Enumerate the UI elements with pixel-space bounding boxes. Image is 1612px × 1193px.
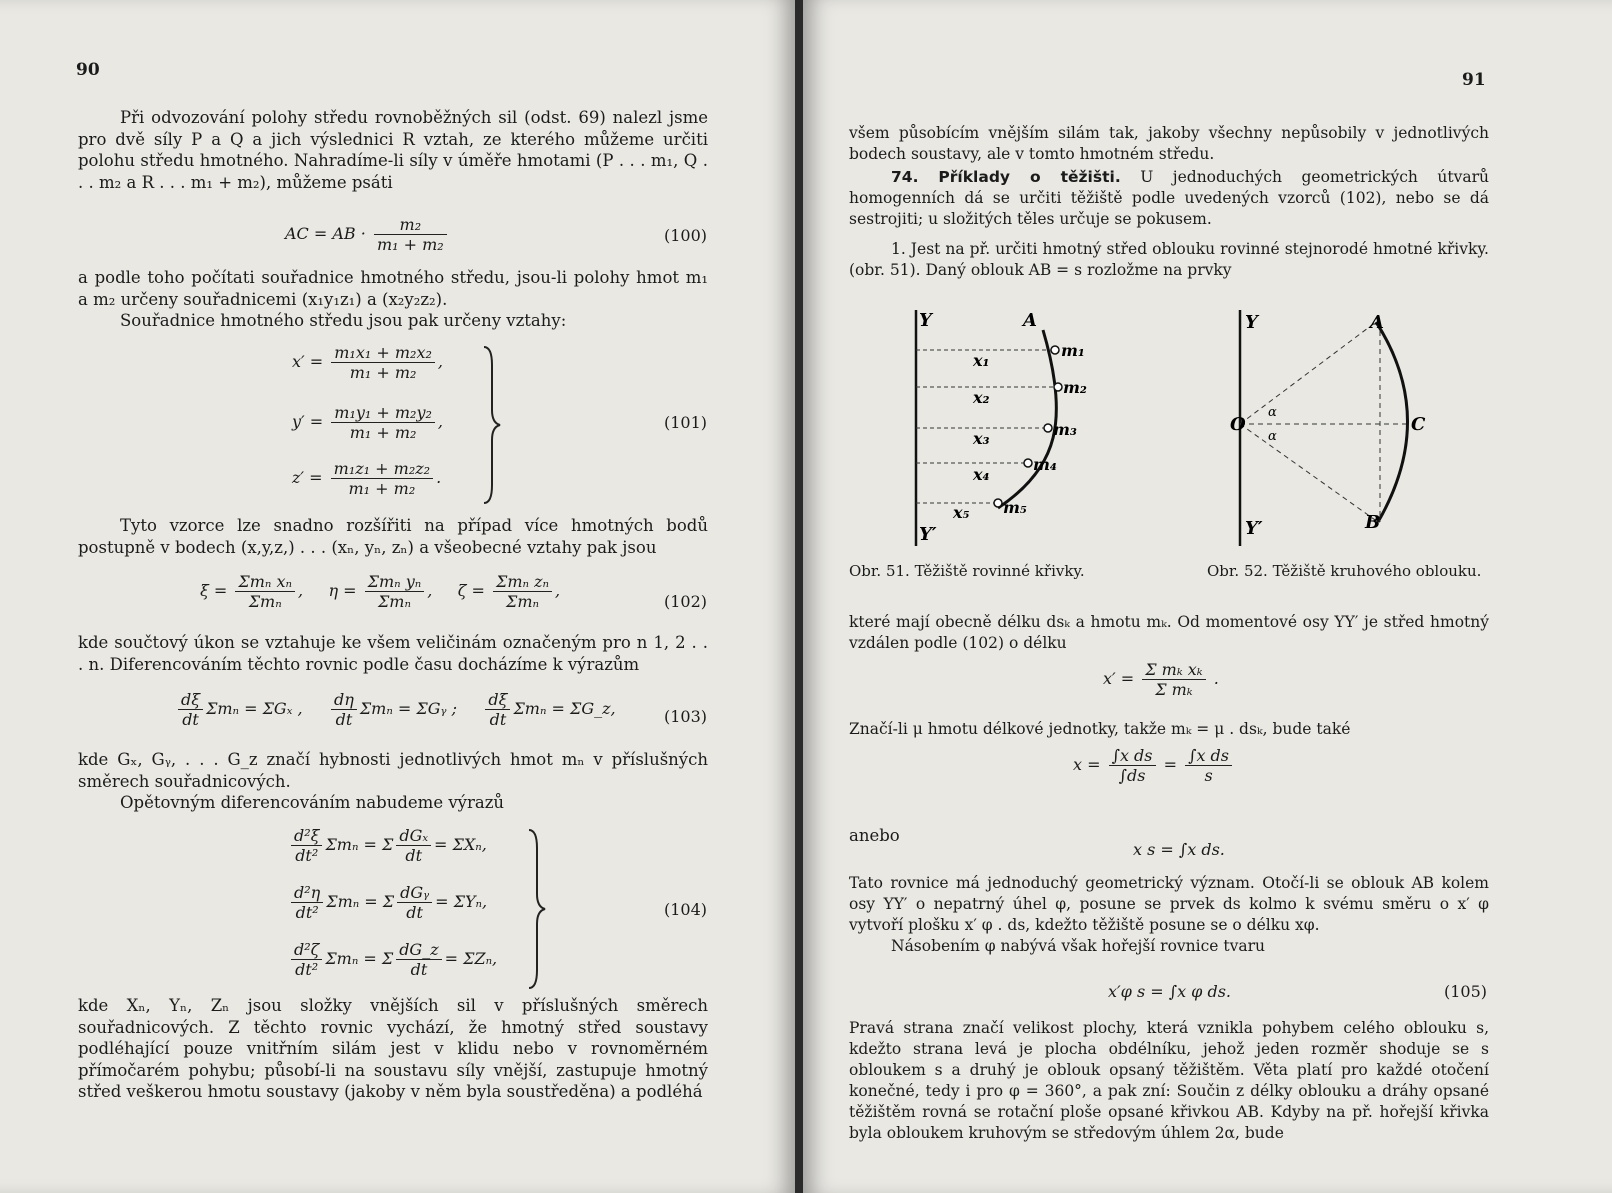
equation-101-z: z′ = $\frac{\text{m₁z₁ + m₂z₂}}{\text{m₁ + m₂}}$ . — [292, 459, 442, 498]
angle-label: α — [1268, 429, 1277, 444]
figure-51-caption: Obr. 51. Těžiště rovinné křivky. — [849, 562, 1085, 580]
figure-52-caption: Obr. 52. Těžiště kruhového oblouku. — [1207, 562, 1482, 580]
x-label: x₃ — [973, 429, 990, 448]
equation-number: (103) — [664, 707, 708, 726]
equation-x-prime: x′ = $\frac{\text{Σ mₖ xₖ}}{\text{Σ mₖ}}$ . — [1103, 660, 1219, 699]
x-label: x₁ — [973, 351, 990, 370]
paragraph-momenta: kde Gₓ, Gᵧ, . . . G_z značí hybnosti jednotlivých hmot mₙ v příslušných směrech souřadnicových. Opětovným diferencováním nabudeme výrazů — [78, 750, 708, 812]
point-label-b: B — [1365, 512, 1381, 533]
paragraph-coordinates: a podle toho počítati souřadnice hmotného středu, jsou-li polohy hmot m₁ a m₂ určeny souřadnicemi (x₁y₁z₁) a (x₂y₂z₂). Souřadnice hmotného středu jsou pak určeny vztahy: — [78, 268, 708, 330]
equation-101-x: x′ = $\frac{\text{m₁x₁ + m₂x₂}}{\text{m₁ + m₂}}$ , — [292, 343, 443, 382]
axis-label-y: Y — [919, 310, 932, 331]
x-label: x₂ — [973, 388, 990, 407]
equation-number: (101) — [664, 413, 708, 432]
x-label: x₄ — [973, 465, 990, 484]
paragraph-example-1: 1. Jest na př. určiti hmotný střed oblouku rovinné stejnorodé hmotné křivky. (obr. 51). Daný oblouk AB = s rozložme na prvky — [849, 240, 1489, 279]
paragraph-generalize: Tyto vzorce lze snadno rozšířiti na případ více hmotných bodů postupně v bodech (x,y,z,) . . . (xₙ, yₙ, zₙ) a všeobecné vztahy pak jsou — [78, 516, 708, 557]
axis-label-y-prime: Y′ — [919, 524, 937, 545]
book-gutter — [795, 0, 803, 1193]
angle-label: α — [1268, 405, 1277, 420]
right-brace — [525, 828, 549, 990]
mass-label: m₁ — [1061, 341, 1085, 360]
equation-104-z: $\frac{\text{d²ζ}}{\text{dt²}}$ Σmₙ = Σ $\frac{dG\_z}{dt}$ = ΣZₙ, — [288, 940, 497, 979]
equation-x: x = $\frac{\text{∫x ds}}{\int ds}$ = $\frac{\text{∫x ds}}{s}$ — [1073, 746, 1235, 785]
axis-label-y: Y — [1245, 312, 1258, 333]
paragraph-intro: Při odvozování polohy středu rovnoběžných sil (odst. 69) nalezl jsme pro dvě síly P a Q a jich výslednici R vztah, ze kterého můžeme určiti polohu středu hmotného. Nahradíme-li síly v úměře hmotami (P . . . m₁, Q . . . m₂ a R . . . m₁ + m₂), můžeme psáti — [78, 108, 708, 192]
figure-51 — [903, 308, 1103, 548]
right-brace — [480, 345, 504, 505]
equation-100: AC = AB · $\frac{\text{m₂}}{\text{m₁ + m₂}}$ — [285, 215, 450, 254]
equation-number: (100) — [664, 226, 708, 245]
point-label-o: O — [1230, 414, 1246, 435]
paragraph-continuation: všem působícím vnějším silám tak, jakoby všechny nepůsobily v jednotlivých bodech soustavy, ale v tomto hmotném středu. — [849, 124, 1489, 163]
anebo-label: anebo — [849, 826, 900, 845]
mass-label: m₅ — [1003, 498, 1027, 517]
equation-number: (104) — [664, 900, 708, 919]
equation-102: ξ = $\frac{\text{Σmₙ xₙ}}{\text{Σmₙ}}$ , η = $\frac{\text{Σmₙ yₙ}}{\text{Σmₙ}}$ , ζ = $\frac{\text{Σmₙ zₙ}}{\text{Σmₙ}}$ , — [200, 572, 561, 611]
equation-101-y: y′ = $\frac{\text{m₁y₁ + m₂y₂}}{\text{m₁ + m₂}}$ , — [292, 403, 444, 442]
mass-label: m₂ — [1063, 378, 1087, 397]
equation-103: $\frac{d\xi}{dt}$ Σmₙ = ΣGₓ , $\frac{d\eta}{dt}$ Σmₙ = ΣGᵧ ; $\frac{d\xi}{dt}$ Σmₙ = ΣG_z, — [175, 690, 616, 729]
equation-104-x: $\frac{\text{d²ξ}}{\text{dt²}}$ Σmₙ = Σ $\frac{\text{dGₓ}}{dt}$ = ΣXₙ, — [288, 826, 487, 865]
mass-label: m₄ — [1033, 455, 1057, 474]
mass-label: m₃ — [1053, 420, 1077, 439]
point-label-c: C — [1411, 414, 1426, 435]
page-number: 91 — [1462, 70, 1486, 90]
paragraph-mu: Značí-li μ hmotu délkové jednotky, takže mₖ = μ . dsₖ, bude také — [849, 720, 1351, 738]
equation-number: (105) — [1444, 982, 1488, 1001]
equation-104-y: $\frac{\text{d²η}}{\text{dt²}}$ Σmₙ = Σ $\frac{\text{dGᵧ}}{dt}$ = ΣYₙ, — [288, 883, 487, 922]
section-heading: 74. Příklady o těžišti. — [891, 168, 1121, 186]
paragraph-geometric: Tato rovnice má jednoduchý geometrický význam. Otočí-li se oblouk AB kolem osy YY′ o nepatrný úhel φ, posune se prvek ds kolmo k svému směru o x′ φ vytvoří plošku x′ φ . ds, kdežto těžiště posune se o délku xφ. Násobením φ nabývá však hořejší rovnice tvaru — [849, 874, 1489, 955]
paragraph-external-forces: kde Xₙ, Yₙ, Zₙ jsou složky vnějších sil v příslušných směrech souřadnicových. Z těchto rovnic vychází, že hmotný střed soustavy podléhající pouze vnitřním silám jest v klidu nebo v rovnoměrném přímočarém pohybu; působí-li na soustavu síly vnější, zastupuje hmotný střed veškerou hmotu soustavy (jakoby v něm byla soustředěna) a podléhá — [78, 996, 708, 1101]
paragraph-pappus: Pravá strana značí velikost plochy, která vznikla pohybem celého oblouku s, kdežto strana levá je plocha obdélníku, jehož jeden rozměr shoduje se s obloukem s a druhý je oblouk opsaný těžištěm. Věta platí pro každé otočení konečné, tedy i pro φ = 360°, a pak zní: Součin z délky oblouku a dráhy opsané těžištěm rovná se rotační ploše opsané křivkou AB. Kdyby na př. hořejší křivka byla obloukem kruhovým se středovým úhlem 2α, bude — [849, 1019, 1489, 1142]
x-label: x₅ — [953, 503, 970, 522]
axis-label-y-prime: Y′ — [1245, 518, 1263, 539]
figure-52 — [1228, 308, 1468, 548]
equation-number: (102) — [664, 592, 708, 611]
page-number: 90 — [76, 60, 100, 80]
point-label-a: A — [1370, 312, 1384, 333]
point-label-a: A — [1023, 310, 1037, 331]
equation-xs: x s = ∫x ds. — [1133, 840, 1225, 859]
left-page — [0, 0, 795, 1193]
section-74: 74. Příklady o těžišti. U jednoduchých geometrických útvarů homogenních dá se určiti těžiště podle uvedených vzorců (102), nebo se dá sestrojiti; u složitých těles určuje se pokusem. — [849, 168, 1489, 228]
equation-105: x′φ s = ∫x φ ds. — [1108, 982, 1232, 1001]
paragraph-differentiate: kde součtový úkon se vztahuje ke všem veličinám označeným pro n 1, 2 . . . n. Diferencováním těchto rovnic podle času docházíme k výrazům — [78, 633, 708, 674]
paragraph-elements: které mají obecně délku dsₖ a hmotu mₖ. Od momentové osy YY′ je střed hmotný vzdálen podle (102) o délku — [849, 613, 1489, 652]
right-page — [803, 0, 1612, 1193]
